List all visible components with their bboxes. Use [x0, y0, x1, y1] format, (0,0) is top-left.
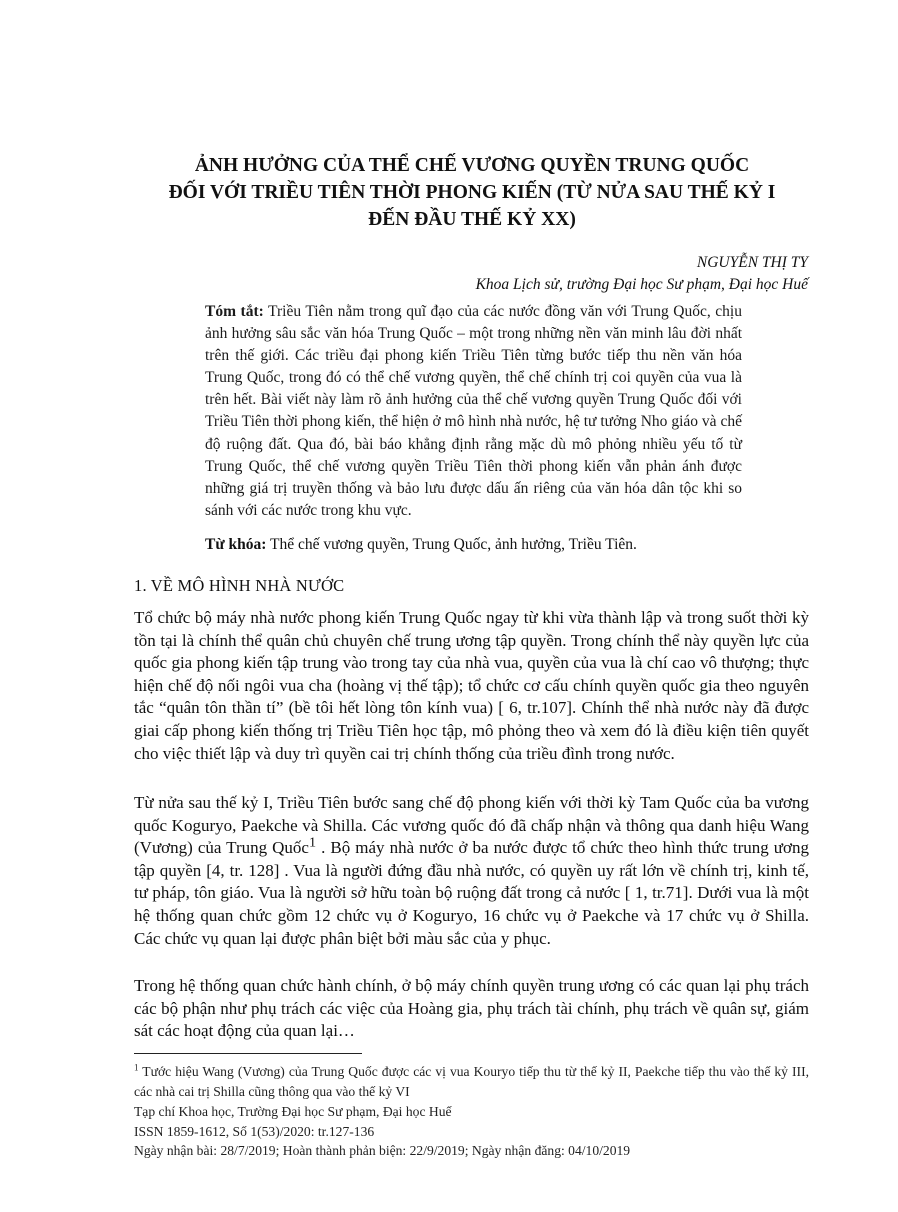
- section-heading: 1. VỀ MÔ HÌNH NHÀ NƯỚC: [134, 576, 345, 595]
- footnote-reference[interactable]: 1: [308, 834, 317, 851]
- footnote: [134, 1062, 809, 1101]
- journal-name: Tạp chí Khoa học, Trường Đại học Sư phạm, Đại học Huế: [134, 1104, 452, 1119]
- body-paragraph-1: Tổ chức bộ máy nhà nước phong kiến Trung Quốc ngay từ khi vừa thành lập và trong suốt thời kỳ tồn tại là chính thể quân chủ chuyên chế trung ương tập quyền. Trong chính thể này quyền lực của quốc gia phong kiến tập trung vào trong tay của nhà vua, quyền của vua là chí cao vô thượng; thực hiện chế độ nối ngôi vua cha (hoàng vị thế tập); tổ chức cơ cấu chính quyền quốc gia theo nguyên tắc “quân tôn thần tí” (bề tôi hết lòng tôn kính vua) [ 6, tr.107]. Chính thể nhà nước này đã được giai cấp phong kiến thống trị Triều Tiên học tập, mô phỏng theo và xem đó là điều kiện tiên quyết cho việc thiết lập và duy trì quyền cai trị chính thống của triều đình trong nước.: [134, 608, 809, 763]
- title-line-1: ẢNH HƯỞNG CỦA THỂ CHẾ VƯƠNG QUYỀN TRUNG QUỐC: [194, 155, 750, 176]
- journal-issn: ISSN 1859-1612, Số 1(53)/2020: tr.127-136: [134, 1123, 375, 1139]
- abstract-text: Triều Tiên nằm trong quĩ đạo của các nước đồng văn với Trung Quốc, chịu ảnh hưởng sâu sắc văn hóa Trung Quốc – một trong những nền văn minh lâu đời nhất trên thế giới. Các triều đại phong kiến Triều Tiên từng bước tiếp thu nền văn hóa Trung Quốc, trong đó có thể chế vương quyền, thể chế chính trị coi quyền của vua là trên hết. Bài viết này làm rõ ảnh hưởng của thể chế vương quyền Trung Quốc đối với Triều Tiên thời phong kiến, thể hiện ở mô hình nhà nước, hệ tư tưởng Nho giáo và chế độ ruộng đất. Qua đó, bài báo khẳng định rằng mặc dù mô phỏng nhiều yếu tố từ Trung Quốc, thể chế vương quyền Triều Tiên thời phong kiến vẫn phản ánh được những giá trị truyền thống và bảo lưu được dấu ấn riêng của văn hóa dân tộc khi so sánh với các nước trong khu vực.: [205, 303, 742, 519]
- keywords: [205, 534, 742, 556]
- journal-info: [134, 1102, 809, 1161]
- abstract-label: Tóm tắt:: [205, 303, 264, 320]
- abstract: [205, 301, 742, 522]
- keywords-label: Từ khóa:: [205, 536, 267, 553]
- body-paragraph-3: Trong hệ thống quan chức hành chính, ở bộ máy chính quyền trung ương có các quan lại phụ trách các bộ phận như phụ trách các việc của Hoàng gia, phụ trách tài chính, phụ trách về quân sự, giám sát các hoạt động của quan lại…: [134, 976, 809, 1041]
- footnote-divider: [134, 1053, 362, 1054]
- footnote-text: Tước hiệu Wang (Vương) của Trung Quốc được các vị vua Kouryo tiếp thu từ thế kỷ II, Paekche tiếp thu vào thế kỷ III, các nhà cai trị Shilla cũng thông qua vào thế kỷ VI: [134, 1064, 809, 1099]
- author-affiliation: Khoa Lịch sử, trường Đại học Sư phạm, Đại học Huế: [475, 276, 808, 293]
- author-block: [476, 252, 808, 296]
- footnote-marker: 1: [134, 1062, 139, 1073]
- body-paragraph-2: [134, 792, 809, 950]
- paragraph-2-text-a: Từ nửa sau thế kỷ I, Triều Tiên bước sang chế độ phong kiến với thời kỳ Tam Quốc của ba vương quốc Koguryo, Paekche và Shilla. Các vương quốc đó đã chấp nhận và thông qua danh hiệu Wang (Vương) của Trung Quốc: [134, 793, 809, 858]
- keywords-text: Thể chế vương quyền, Trung Quốc, ảnh hưởng, Triều Tiên.: [270, 536, 637, 553]
- title-line-3: ĐẾN ĐẦU THẾ KỶ XX): [368, 209, 576, 230]
- paragraph-2-text-b: . Bộ máy nhà nước ở ba nước được tổ chức theo hình thức trung ương tập quyền [4, tr. 128] . Vua là người đứng đầu nhà nước, có quyền uy rất lớn về chính trị, kinh tế, tư pháp, tôn giáo. Vua là người sở hữu toàn bộ ruộng đất trong cả nước [ 1, tr.71]. Dưới vua là một hệ thống quan chức gồm 12 chức vụ ở Koguryo, 16 chức vụ ở Paekche và 17 chức vụ ở Shilla. Các chức vụ quan lại được phân biệt bởi màu sắc của y phục.: [134, 838, 809, 948]
- author-name: NGUYỄN THỊ TY: [696, 254, 808, 271]
- title-line-2: ĐỐI VỚI TRIỀU TIÊN THỜI PHONG KIẾN (TỪ NỬA SAU THẾ KỶ I: [168, 182, 776, 203]
- journal-dates: Ngày nhận bài: 28/7/2019; Hoàn thành phản biện: 22/9/2019; Ngày nhận đăng: 04/10/2019: [134, 1143, 631, 1158]
- article-title: [134, 152, 810, 233]
